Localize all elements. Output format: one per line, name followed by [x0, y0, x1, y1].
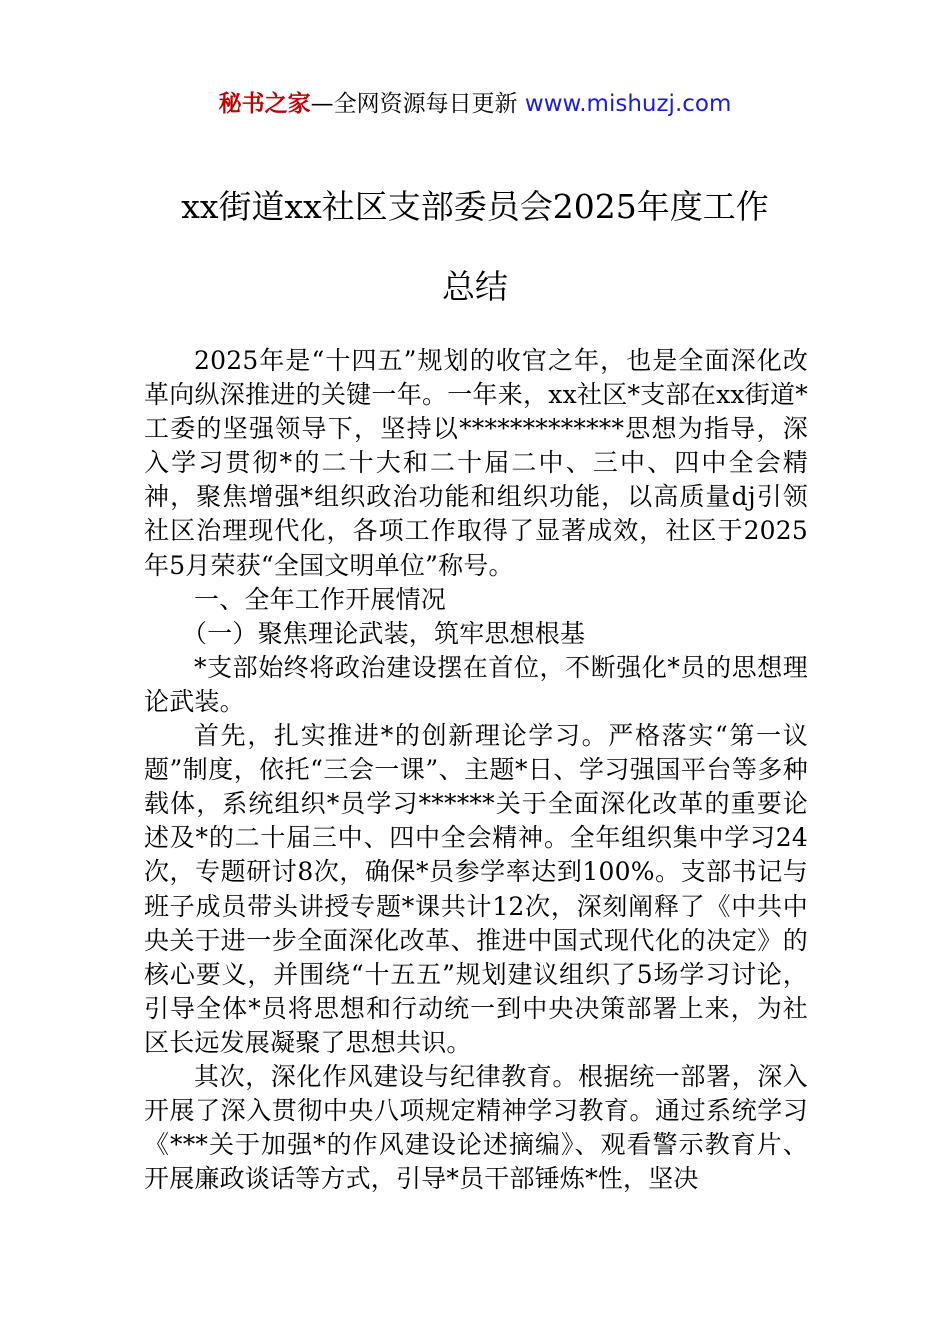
body-paragraph: 首先，扎实推进*的创新理论学习。严格落实“第一议题”制度，依托“三会一课”、主题*日、学习强国平台等多种载体，系统组织*员学习******关于全面深化改革的重要论述及*的二十届三中、四中全会精神。全年组织集中学习24次，专题研讨8次，确保*员参学率达到100%。支部书记与班子成员带头讲授专题*课共计12次，深刻阐释了《中共中央关于进一步全面深化改革、推进中国式现代化的决定》的核心要义，并围绕“十五五”规划建议组织了5场学习讨论，引导全体*员将思想和行动统一到中央决策部署上来，为社区长远发展凝聚了思想共识。 [144, 721, 808, 1057]
title-line-2: 总结 [442, 267, 508, 306]
document-body [144, 344, 808, 1196]
subsection-heading-1: （一）聚焦理论武装，筑牢思想根基 [182, 618, 586, 648]
header-tagline: —全网资源每日更新 [310, 91, 525, 117]
body-paragraph: 其次，深化作风建设与纪律教育。根据统一部署，深入开展了深入贯彻中央八项规定精神学习教育。通过系统学习《***关于加强*的作风建设论述摘编》、观看警示教育片、开展廉政谈话等方式，引导*员干部锤炼*性，坚决 [144, 1061, 808, 1194]
section-heading-1: 一、全年工作开展情况 [194, 584, 447, 614]
site-header-banner [0, 86, 950, 122]
title-line-1: xx街道xx社区支部委员会2025年度工作 [181, 187, 769, 226]
site-url-link[interactable]: www.mishuzj.com [524, 91, 732, 117]
document-title [120, 184, 830, 344]
body-paragraph: *支部始终将政治建设摆在首位，不断强化*员的思想理论武装。 [144, 652, 808, 716]
brand-name: 秘书之家 [218, 91, 311, 117]
intro-paragraph: 2025年是“十四五”规划的收官之年，也是全面深化改革向纵深推进的关键一年。一年来，xx社区*支部在xx街道*工委的坚强领导下，坚持以*************思想为指导，深入学习贯彻*的二十大和二十届二中、三中、四中全会精神，聚焦增强*组织政治功能和组织功能，以高质量dj引领社区治理现代化，各项工作取得了显著成效，社区于2025年5月荣获“全国文明单位”称号。 [144, 346, 808, 580]
